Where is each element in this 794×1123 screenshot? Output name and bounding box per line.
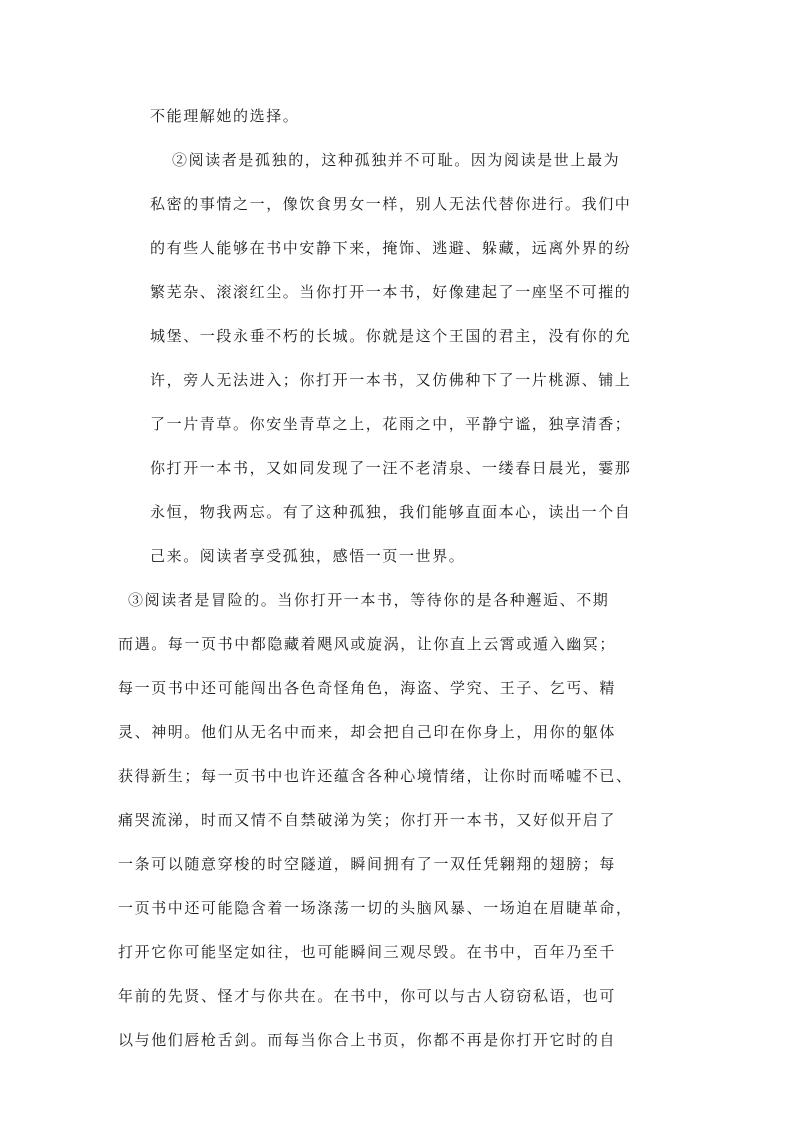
text-line-5: 繁芜杂、滚滚红尘。当你打开一本书，好像建起了一座坚不可摧的 xyxy=(150,283,632,301)
text-line-3: 私密的事情之一，像饮食男女一样，别人无法代替你进行。我们中 xyxy=(150,195,632,213)
text-line-22: 以与他们唇枪舌剑。而每当你合上书页，你都不再是你打开它时的自 xyxy=(118,1031,617,1049)
text-line-9: 你打开一本书，又如同发现了一汪不老清泉、一缕春日晨光，霎那 xyxy=(150,459,632,477)
text-line-16: 获得新生；每一页书中也许还蕴含各种心境情绪，让你时而唏嘘不已、 xyxy=(118,767,633,785)
text-line-20: 打开它你可能坚定如往，也可能瞬间三观尽毁。在书中，百年乃至千 xyxy=(118,943,617,961)
text-line-14: 每一页书中还可能闯出各色奇怪角色，海盗、学究、王子、乞丐、精 xyxy=(118,679,617,697)
text-line-11: 己来。阅读者享受孤独，感悟一页一世界。 xyxy=(150,547,466,565)
text-line-13: 而遇。每一页书中都隐藏着飓风或旋涡，让你直上云霄或遁入幽冥； xyxy=(118,635,617,653)
text-line-17: 痛哭流涕，时而又情不自禁破涕为笑；你打开一本书，又好似开启了 xyxy=(118,811,617,829)
text-line-12: ③阅读者是冒险的。当你打开一本书，等待你的是各种邂逅、不期 xyxy=(128,591,610,609)
text-line-15: 灵、神明。他们从无名中而来，却会把自己印在你身上，用你的躯体 xyxy=(118,723,617,741)
text-line-1: 不能理解她的选择。 xyxy=(150,107,300,125)
text-line-6: 城堡、一段永垂不朽的长城。你就是这个王国的君主，没有你的允 xyxy=(150,327,632,345)
text-line-4: 的有些人能够在书中安静下来，掩饰、逃避、躲藏，远离外界的纷 xyxy=(150,239,632,257)
text-line-2: ②阅读者是孤独的，这种孤独并不可耻。因为阅读是世上最为 xyxy=(172,151,621,169)
text-line-8: 了一片青草。你安坐青草之上，花雨之中，平静宁谧，独享清香； xyxy=(150,415,632,433)
text-line-7: 许，旁人无法进入；你打开一本书，又仿佛种下了一片桃源、铺上 xyxy=(150,371,632,389)
text-line-18: 一条可以随意穿梭的时空隧道，瞬间拥有了一双任凭翱翔的翅膀；每 xyxy=(118,855,617,873)
text-line-21: 年前的先贤、怪才与你共在。在书中，你可以与古人窃窃私语，也可 xyxy=(118,987,617,1005)
text-line-19: 一页书中还可能隐含着一场涤荡一切的头脑风暴、一场迫在眉睫革命， xyxy=(118,899,633,917)
text-line-10: 永恒，物我两忘。有了这种孤独，我们能够直面本心，读出一个自 xyxy=(150,503,632,521)
